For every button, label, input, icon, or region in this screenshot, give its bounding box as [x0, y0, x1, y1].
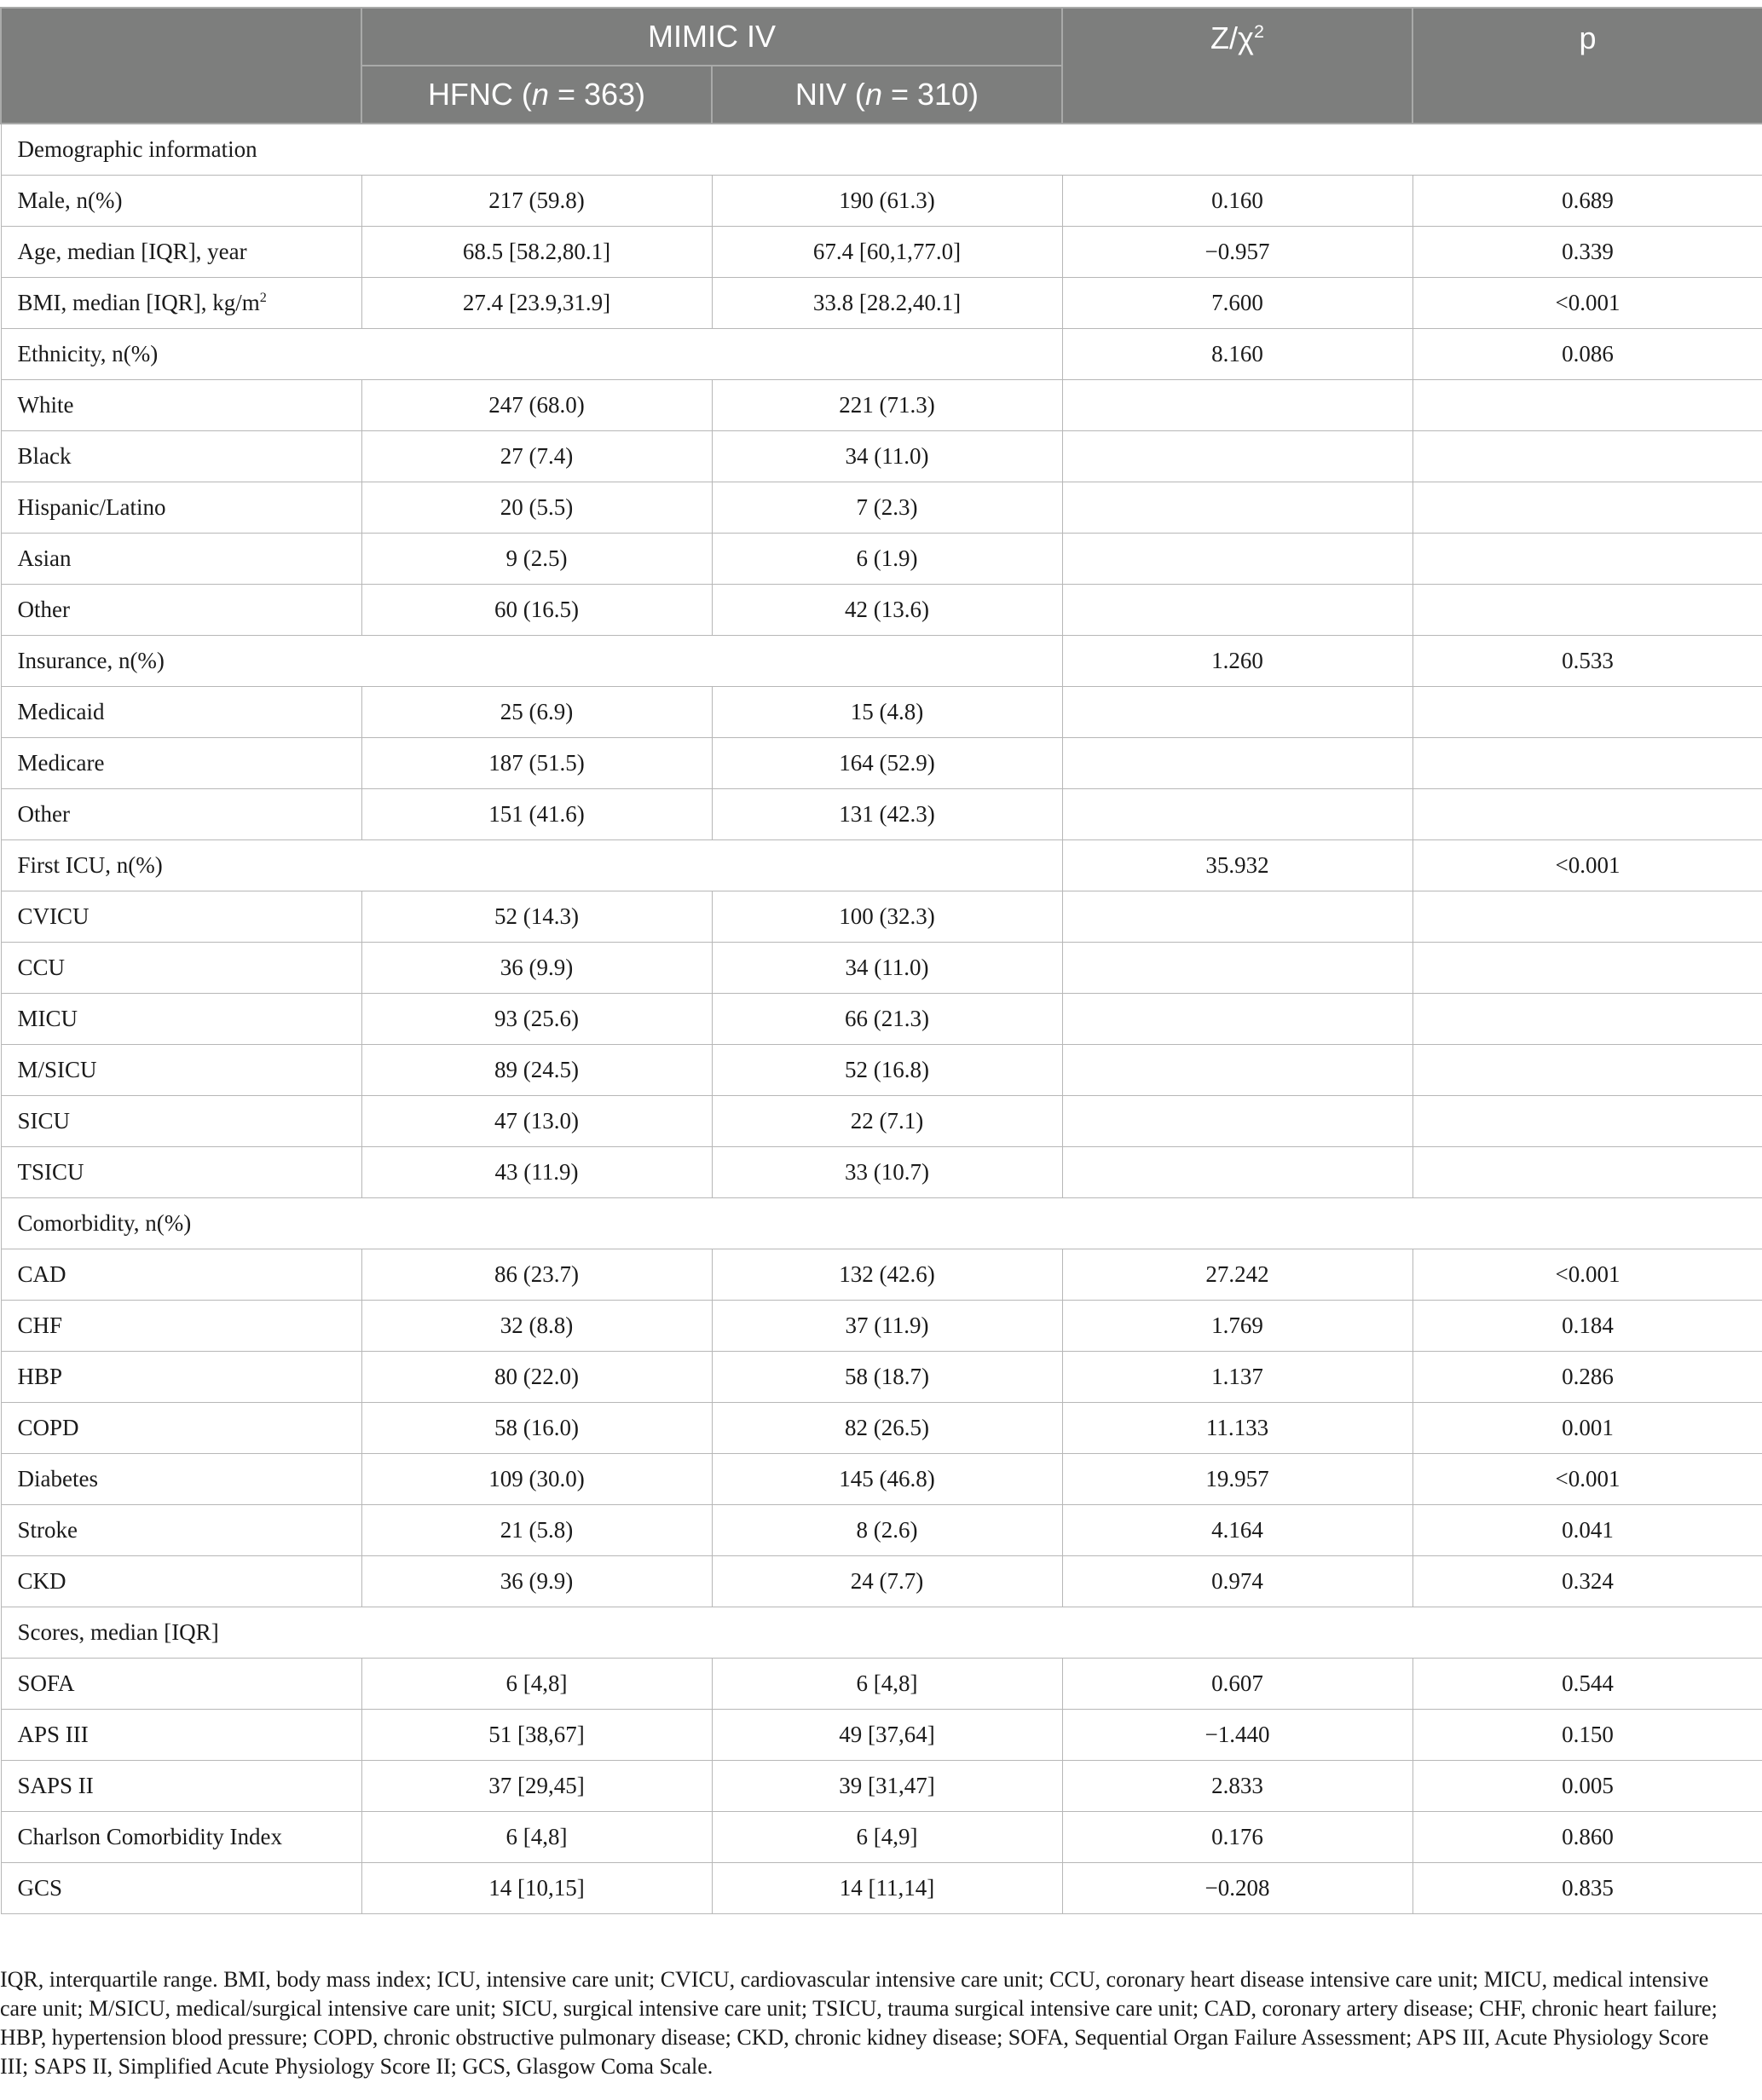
p-cell: 0.286 [1412, 1352, 1762, 1403]
stat-cell [1062, 687, 1412, 738]
table-row [1, 1045, 1762, 1096]
p-cell [1412, 994, 1762, 1045]
hfnc-cell: 43 (11.9) [361, 1147, 712, 1198]
stat-cell: −0.957 [1062, 227, 1412, 278]
p-cell [1412, 482, 1762, 534]
header-hfnc-label: HFNC ( [427, 77, 532, 112]
stat-cell [1062, 431, 1412, 482]
stat-cell: 27.242 [1062, 1249, 1412, 1301]
row-label [1, 943, 361, 994]
niv-cell: 6 (1.9) [712, 534, 1062, 585]
row-label [1, 380, 361, 431]
hfnc-cell: 9 (2.5) [361, 534, 712, 585]
niv-cell: 82 (26.5) [712, 1403, 1062, 1454]
table-body [1, 124, 1762, 1914]
group-row [1, 840, 1762, 891]
row-label-text: Medicaid [17, 699, 105, 724]
niv-cell: 34 (11.0) [712, 431, 1062, 482]
row-label [1, 1659, 361, 1710]
hfnc-cell: 247 (68.0) [361, 380, 712, 431]
table-row [1, 380, 1762, 431]
table-header [1, 8, 1762, 124]
p-cell: <0.001 [1412, 1249, 1762, 1301]
p-cell: 0.544 [1412, 1659, 1762, 1710]
section-label: Scores, median [IQR] [1, 1607, 1762, 1659]
stat-cell [1062, 789, 1412, 840]
p-cell [1412, 1045, 1762, 1096]
stat-cell: 0.176 [1062, 1812, 1412, 1863]
hfnc-cell: 20 (5.5) [361, 482, 712, 534]
table-row [1, 1454, 1762, 1505]
hfnc-cell: 86 (23.7) [361, 1249, 712, 1301]
row-label [1, 1249, 361, 1301]
niv-cell: 33.8 [28.2,40.1] [712, 278, 1062, 329]
row-label [1, 1403, 361, 1454]
hfnc-cell: 27.4 [23.9,31.9] [361, 278, 712, 329]
table-row [1, 687, 1762, 738]
table-row [1, 1403, 1762, 1454]
stat-cell: 0.607 [1062, 1659, 1412, 1710]
row-label [1, 1812, 361, 1863]
row-label-text: Stroke [17, 1517, 78, 1543]
stat-cell: 1.137 [1062, 1352, 1412, 1403]
table-row [1, 1505, 1762, 1556]
p-cell [1412, 687, 1762, 738]
row-label-text: HBP [17, 1364, 63, 1389]
row-label-text: SOFA [17, 1670, 75, 1696]
row-label-text: Other [17, 597, 70, 622]
row-label-text: TSICU [17, 1159, 84, 1185]
p-cell: 0.533 [1412, 636, 1762, 687]
header-stat-label: Z/χ [1210, 20, 1254, 55]
row-label-text: MICU [17, 1006, 78, 1031]
row-label-text: SAPS II [17, 1773, 94, 1798]
stat-cell: −0.208 [1062, 1863, 1412, 1914]
row-label-sup: 2 [259, 290, 267, 305]
header-hfnc-n: n [531, 77, 549, 112]
p-cell: 0.324 [1412, 1556, 1762, 1607]
p-cell: 0.041 [1412, 1505, 1762, 1556]
row-label [1, 687, 361, 738]
row-label [1, 1454, 361, 1505]
section-label: Comorbidity, n(%) [1, 1198, 1762, 1249]
row-label [1, 1096, 361, 1147]
niv-cell: 24 (7.7) [712, 1556, 1062, 1607]
table-container [0, 7, 1762, 1914]
hfnc-cell: 58 (16.0) [361, 1403, 712, 1454]
stat-cell [1062, 1147, 1412, 1198]
table-row [1, 1863, 1762, 1914]
stat-cell: 4.164 [1062, 1505, 1412, 1556]
row-label [1, 1147, 361, 1198]
row-label-text: CVICU [17, 903, 90, 929]
row-label-text: Black [17, 443, 72, 469]
hfnc-cell: 6 [4,8] [361, 1812, 712, 1863]
p-cell [1412, 1096, 1762, 1147]
niv-cell: 52 (16.8) [712, 1045, 1062, 1096]
stat-cell: 8.160 [1062, 329, 1412, 380]
table-footnote: IQR, interquartile range. BMI, body mass index; ICU, intensive care unit; CVICU, cardiovascular intensive care unit; CCU, coronary heart disease intensive care unit; MICU, medical intensive care unit; M/SICU, medical/surgical intensive care unit; SICU, surgical intensive care unit; TSICU, trauma surgical intensive care unit; CAD, coronary artery disease; CHF, chronic heart failure; HBP, hypertension blood pressure; COPD, chronic obstructive pulmonary disease; CKD, chronic kidney disease; SOFA, Sequential Organ Failure Assessment; APS III, Acute Physiology Score III; SAPS II, Simplified Acute Physiology Score II; GCS, Glasgow Coma Scale. [0, 1967, 1718, 2079]
stat-cell: 1.260 [1062, 636, 1412, 687]
stat-cell [1062, 994, 1412, 1045]
p-cell [1412, 585, 1762, 636]
row-label [1, 1505, 361, 1556]
row-label-text: CCU [17, 955, 66, 980]
row-label [1, 585, 361, 636]
row-label-text: COPD [17, 1415, 79, 1440]
hfnc-cell: 27 (7.4) [361, 431, 712, 482]
table-row [1, 431, 1762, 482]
table-row [1, 534, 1762, 585]
row-label [1, 738, 361, 789]
table-row [1, 738, 1762, 789]
p-cell: 0.184 [1412, 1301, 1762, 1352]
row-label-text: SICU [17, 1108, 71, 1134]
section-label: Demographic information [1, 124, 1762, 176]
niv-cell: 15 (4.8) [712, 687, 1062, 738]
header-group-mimic [361, 8, 1062, 66]
hfnc-cell: 36 (9.9) [361, 943, 712, 994]
row-label [1, 1556, 361, 1607]
p-cell: <0.001 [1412, 840, 1762, 891]
table-row [1, 943, 1762, 994]
table-row [1, 1096, 1762, 1147]
stat-cell [1062, 943, 1412, 994]
row-label [1, 176, 361, 227]
niv-cell: 7 (2.3) [712, 482, 1062, 534]
niv-cell: 67.4 [60,1,77.0] [712, 227, 1062, 278]
header-niv-label: NIV ( [794, 77, 865, 112]
row-label: Insurance, n(%) [1, 636, 1062, 687]
table-row [1, 1352, 1762, 1403]
p-cell [1412, 380, 1762, 431]
hfnc-cell: 80 (22.0) [361, 1352, 712, 1403]
table-row [1, 1761, 1762, 1812]
niv-cell: 164 (52.9) [712, 738, 1062, 789]
niv-cell: 58 (18.7) [712, 1352, 1062, 1403]
header-niv-n: n [864, 77, 882, 112]
hfnc-cell: 151 (41.6) [361, 789, 712, 840]
section-row [1, 1198, 1762, 1249]
p-cell [1412, 738, 1762, 789]
table-row [1, 227, 1762, 278]
p-cell: 0.086 [1412, 329, 1762, 380]
hfnc-cell: 93 (25.6) [361, 994, 712, 1045]
row-label [1, 1301, 361, 1352]
row-label [1, 1045, 361, 1096]
p-cell: 0.005 [1412, 1761, 1762, 1812]
stat-cell: 11.133 [1062, 1403, 1412, 1454]
niv-cell: 33 (10.7) [712, 1147, 1062, 1198]
hfnc-cell: 52 (14.3) [361, 891, 712, 943]
p-cell: <0.001 [1412, 1454, 1762, 1505]
stat-cell [1062, 380, 1412, 431]
p-cell [1412, 431, 1762, 482]
stat-cell: 0.160 [1062, 176, 1412, 227]
niv-cell: 190 (61.3) [712, 176, 1062, 227]
p-cell: 0.860 [1412, 1812, 1762, 1863]
p-cell: 0.001 [1412, 1403, 1762, 1454]
table-row [1, 176, 1762, 227]
table-row [1, 1249, 1762, 1301]
row-label [1, 891, 361, 943]
row-label-text: Diabetes [17, 1466, 98, 1491]
row-label [1, 278, 361, 329]
table-row [1, 1659, 1762, 1710]
header-niv-count: = 310) [881, 77, 979, 112]
row-label [1, 482, 361, 534]
p-cell: 0.150 [1412, 1710, 1762, 1761]
row-label [1, 1352, 361, 1403]
row-label-text: Male, n(%) [17, 188, 123, 213]
niv-cell: 6 [4,8] [712, 1659, 1062, 1710]
table-row [1, 994, 1762, 1045]
header-p [1412, 8, 1762, 124]
hfnc-cell: 21 (5.8) [361, 1505, 712, 1556]
table-row [1, 1710, 1762, 1761]
table-row [1, 1556, 1762, 1607]
stat-cell: 1.769 [1062, 1301, 1412, 1352]
hfnc-cell: 60 (16.5) [361, 585, 712, 636]
hfnc-cell: 36 (9.9) [361, 1556, 712, 1607]
row-label-text: M/SICU [17, 1057, 97, 1082]
hfnc-cell: 217 (59.8) [361, 176, 712, 227]
niv-cell: 42 (13.6) [712, 585, 1062, 636]
niv-cell: 8 (2.6) [712, 1505, 1062, 1556]
stat-cell [1062, 534, 1412, 585]
stat-cell: 35.932 [1062, 840, 1412, 891]
row-label-text: Age, median [IQR], year [17, 239, 247, 264]
hfnc-cell: 6 [4,8] [361, 1659, 712, 1710]
stat-cell: 19.957 [1062, 1454, 1412, 1505]
hfnc-cell: 25 (6.9) [361, 687, 712, 738]
stat-cell [1062, 738, 1412, 789]
niv-cell: 14 [11,14] [712, 1863, 1062, 1914]
row-label [1, 534, 361, 585]
niv-cell: 131 (42.3) [712, 789, 1062, 840]
row-label-text: White [17, 392, 74, 418]
niv-cell: 39 [31,47] [712, 1761, 1062, 1812]
row-label-text: Hispanic/Latino [17, 494, 166, 520]
p-cell: <0.001 [1412, 278, 1762, 329]
row-label-text: Medicare [17, 750, 105, 776]
hfnc-cell: 32 (8.8) [361, 1301, 712, 1352]
niv-cell: 34 (11.0) [712, 943, 1062, 994]
section-row [1, 1607, 1762, 1659]
row-label [1, 789, 361, 840]
header-group-label: MIMIC IV [648, 19, 776, 54]
niv-cell: 132 (42.6) [712, 1249, 1062, 1301]
row-label-text: Charlson Comorbidity Index [17, 1824, 282, 1849]
hfnc-cell: 47 (13.0) [361, 1096, 712, 1147]
table-row [1, 789, 1762, 840]
row-label [1, 431, 361, 482]
table-row [1, 585, 1762, 636]
niv-cell: 49 [37,64] [712, 1710, 1062, 1761]
row-label-text: Other [17, 801, 70, 827]
row-label-text: CKD [17, 1568, 66, 1594]
p-cell [1412, 891, 1762, 943]
header-hfnc-count: = 363) [548, 77, 646, 112]
hfnc-cell: 187 (51.5) [361, 738, 712, 789]
table-row [1, 1301, 1762, 1352]
stat-cell: 7.600 [1062, 278, 1412, 329]
header-blank-cell [1, 8, 361, 124]
stat-cell [1062, 1096, 1412, 1147]
stat-cell [1062, 891, 1412, 943]
table-row [1, 1812, 1762, 1863]
header-stat-sup: 2 [1253, 20, 1264, 42]
table-row [1, 278, 1762, 329]
stat-cell: 2.833 [1062, 1761, 1412, 1812]
row-label: Ethnicity, n(%) [1, 329, 1062, 380]
row-label-text: BMI, median [IQR], kg/m [17, 290, 260, 315]
hfnc-cell: 14 [10,15] [361, 1863, 712, 1914]
niv-cell: 6 [4,9] [712, 1812, 1062, 1863]
row-label-text: Asian [17, 545, 72, 571]
table-row [1, 482, 1762, 534]
row-label-text: CAD [17, 1261, 66, 1287]
section-row [1, 124, 1762, 176]
row-label-text: GCS [17, 1875, 63, 1901]
baseline-characteristics-table [0, 7, 1762, 1914]
row-label [1, 1710, 361, 1761]
niv-cell: 221 (71.3) [712, 380, 1062, 431]
stat-cell [1062, 1045, 1412, 1096]
row-label-text: APS III [17, 1722, 89, 1747]
p-cell [1412, 943, 1762, 994]
header-niv [712, 66, 1062, 124]
hfnc-cell: 89 (24.5) [361, 1045, 712, 1096]
header-p-label: p [1579, 20, 1597, 55]
niv-cell: 22 (7.1) [712, 1096, 1062, 1147]
hfnc-cell: 51 [38,67] [361, 1710, 712, 1761]
row-label-text: CHF [17, 1312, 63, 1338]
header-stat [1062, 8, 1412, 124]
niv-cell: 100 (32.3) [712, 891, 1062, 943]
stat-cell [1062, 585, 1412, 636]
hfnc-cell: 109 (30.0) [361, 1454, 712, 1505]
p-cell [1412, 789, 1762, 840]
niv-cell: 37 (11.9) [712, 1301, 1062, 1352]
p-cell: 0.689 [1412, 176, 1762, 227]
niv-cell: 66 (21.3) [712, 994, 1062, 1045]
niv-cell: 145 (46.8) [712, 1454, 1062, 1505]
stat-cell: −1.440 [1062, 1710, 1412, 1761]
row-label [1, 1863, 361, 1914]
row-label [1, 1761, 361, 1812]
hfnc-cell: 37 [29,45] [361, 1761, 712, 1812]
p-cell: 0.835 [1412, 1863, 1762, 1914]
p-cell [1412, 1147, 1762, 1198]
hfnc-cell: 68.5 [58.2,80.1] [361, 227, 712, 278]
header-hfnc [361, 66, 712, 124]
group-row [1, 636, 1762, 687]
row-label [1, 994, 361, 1045]
table-row [1, 891, 1762, 943]
stat-cell [1062, 482, 1412, 534]
row-label [1, 227, 361, 278]
table-row [1, 1147, 1762, 1198]
p-cell: 0.339 [1412, 227, 1762, 278]
p-cell [1412, 534, 1762, 585]
stat-cell: 0.974 [1062, 1556, 1412, 1607]
group-row [1, 329, 1762, 380]
row-label: First ICU, n(%) [1, 840, 1062, 891]
